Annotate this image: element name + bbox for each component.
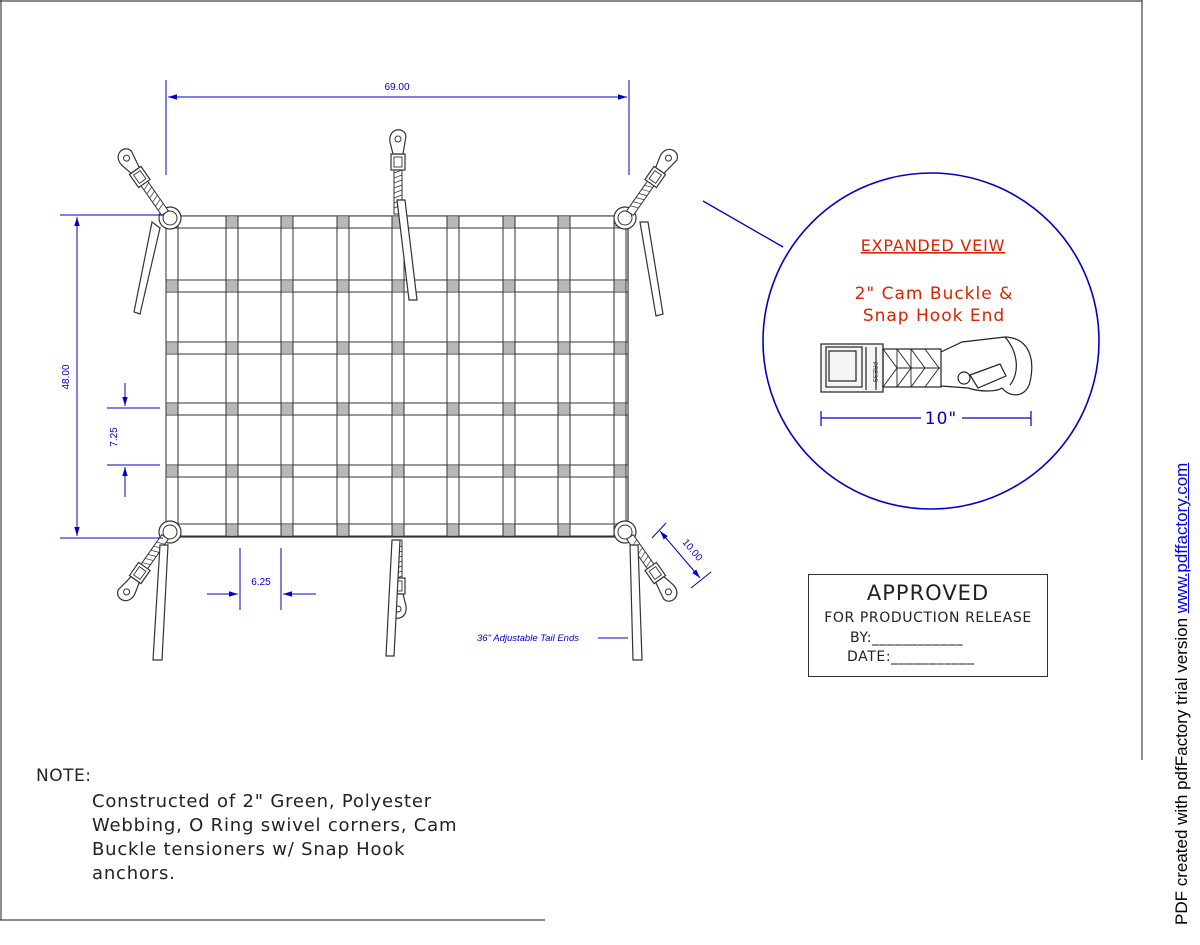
approval-title: APPROVED (866, 581, 990, 605)
net-stitch (447, 216, 459, 228)
net-strap-vertical (281, 216, 293, 537)
net-stitch (447, 403, 459, 415)
net-stitch (447, 465, 459, 477)
net-stitch (503, 524, 515, 536)
net-stitch (447, 524, 459, 536)
net-stitch (558, 465, 570, 477)
net-stitch (503, 465, 515, 477)
net-stitch (614, 403, 626, 415)
expanded-view-subtitle-line2: Snap Hook End (862, 306, 1006, 326)
approval-subtitle: FOR PRODUCTION RELEASE (824, 610, 1032, 626)
net-stitch (558, 342, 570, 354)
approval-box (808, 574, 1048, 677)
net-stitch (166, 465, 178, 477)
dimension-text-cell-height: 7.25 (109, 427, 120, 447)
net-stitch (281, 216, 293, 228)
note-text: Constructed of 2" Green, Polyester Webbing, O Ring swivel corners, Cam Buckle tensioners w/ Snap Hook anchors. (92, 791, 458, 884)
net-stitch (614, 280, 626, 292)
net-stitch (558, 524, 570, 536)
net-stitch (226, 280, 238, 292)
tail-end (630, 545, 642, 660)
expanded-view-title: EXPANDED VEIW (860, 236, 1006, 255)
net-strap-vertical (337, 216, 349, 537)
net-stitch (337, 342, 349, 354)
net-stitch (226, 216, 238, 228)
net-stitch (558, 403, 570, 415)
net-stitch (337, 465, 349, 477)
net-stitch (392, 403, 404, 415)
net-stitch (337, 524, 349, 536)
net-stitch (503, 342, 515, 354)
net-stitch (281, 280, 293, 292)
note-label: NOTE: (36, 766, 92, 786)
net-strap-vertical (614, 216, 626, 537)
net-stitch (226, 465, 238, 477)
net-strap-vertical (166, 216, 178, 537)
net-stitch (392, 524, 404, 536)
approval-by-field: BY:____________ (850, 630, 964, 646)
tail-label: 36" Adjustable Tail Ends (477, 633, 579, 644)
net-strap-vertical (226, 216, 238, 537)
net-strap-vertical (558, 216, 570, 537)
net-stitch (392, 465, 404, 477)
net-stitch (392, 342, 404, 354)
net-stitch (614, 465, 626, 477)
net-stitch (281, 342, 293, 354)
net-stitch (337, 216, 349, 228)
net-stitch (166, 403, 178, 415)
net-stitch (503, 216, 515, 228)
net-stitch (392, 280, 404, 292)
net-stitch (558, 280, 570, 292)
dimension-text-cell-width: 6.25 (251, 577, 271, 588)
dimension-text-height: 48.00 (61, 364, 72, 390)
net-stitch (226, 524, 238, 536)
net-stitch (447, 280, 459, 292)
dimension-text-strap-length: 10.00 (679, 537, 705, 564)
dimension-text-width: 69.00 (384, 82, 410, 93)
net-stitch (281, 465, 293, 477)
net-strap-vertical (503, 216, 515, 537)
net-strap-vertical (447, 216, 459, 537)
net-stitch (166, 342, 178, 354)
net-stitch (558, 216, 570, 228)
net-stitch (226, 342, 238, 354)
press-label: PRESS (871, 361, 877, 383)
net-stitch (226, 403, 238, 415)
net-stitch (166, 280, 178, 292)
cam-buckle-detail (821, 337, 1032, 395)
expanded-view-subtitle-line1: 2" Cam Buckle & (854, 284, 1014, 304)
net-stitch (503, 403, 515, 415)
strap-assembly (623, 146, 680, 218)
approval-date-field: DATE:___________ (847, 649, 975, 665)
net-stitch (337, 403, 349, 415)
tail-end (153, 545, 168, 660)
net-stitch (281, 524, 293, 536)
watermark (1172, 463, 1192, 925)
net-strap-vertical (392, 216, 404, 537)
tail-end (640, 222, 663, 316)
watermark-link[interactable]: www.pdffactory.com (1172, 462, 1191, 614)
net-stitch (281, 403, 293, 415)
strap-assembly (115, 146, 172, 218)
cam-buckle (391, 154, 405, 170)
tail-end (134, 222, 160, 314)
expanded-view (703, 173, 1099, 509)
expanded-length-label: 10" (924, 409, 958, 429)
net-stitch (337, 280, 349, 292)
watermark-text: PDF created with pdfFactory trial version (1172, 613, 1191, 925)
cargo-net (166, 216, 628, 537)
net-stitch (447, 342, 459, 354)
net-stitch (503, 280, 515, 292)
net-stitch (614, 342, 626, 354)
